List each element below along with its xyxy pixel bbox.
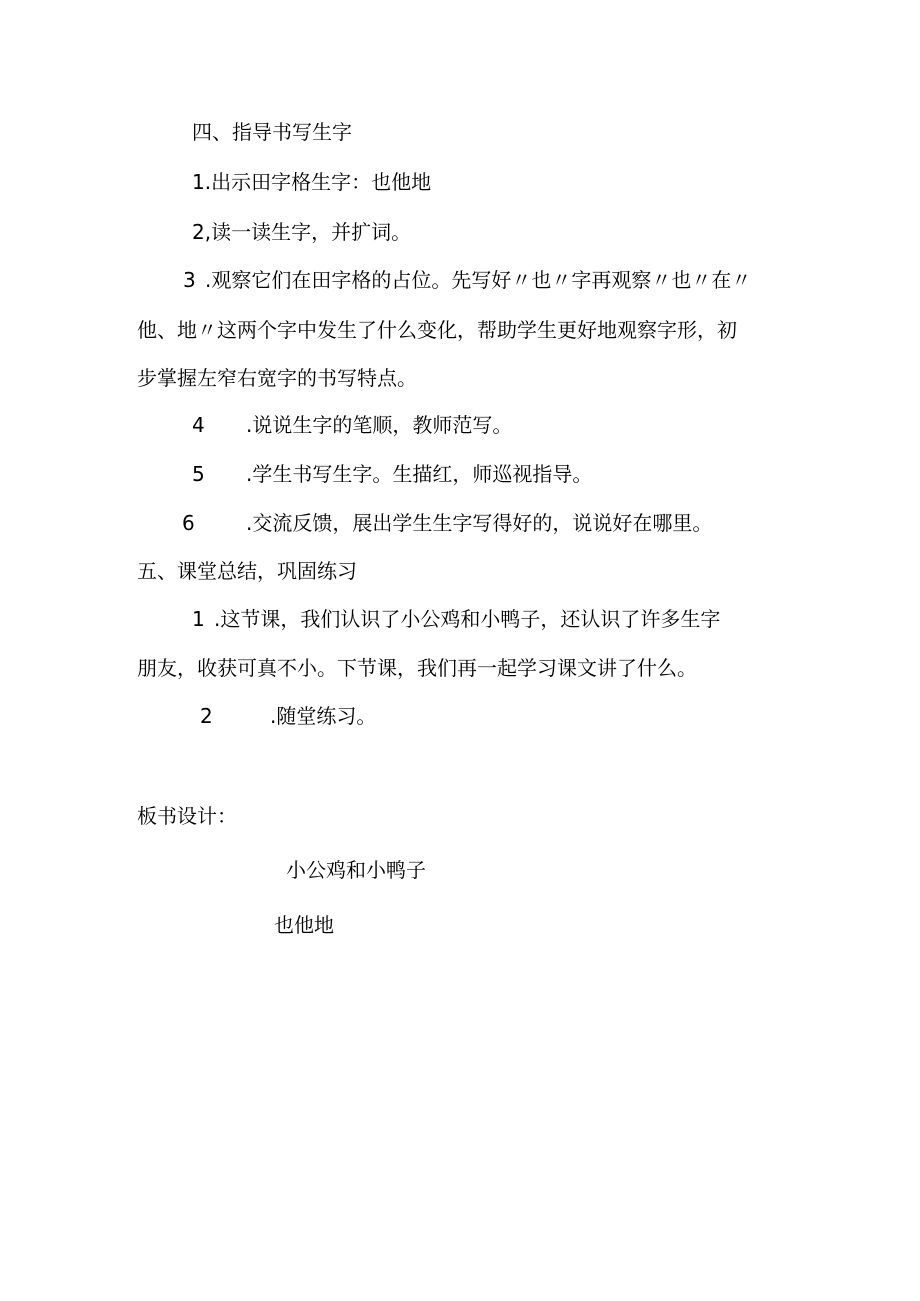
section4-item3-line3: 步掌握左窄右宽字的书写特点。 [137,366,417,390]
board-label: 板书设计： [137,804,237,828]
item-text: .随堂练习。 [270,704,377,728]
item-number: 4 [192,413,205,437]
section4-item3-line2: 他、地〃这两个字中发生了什么变化，帮助学生更好地观察字形，初 [137,318,737,342]
item-number: 2 [200,704,213,728]
item-text: .说说生字的笔顺，教师范写。 [246,413,513,437]
item-text: .观察它们在田字格的占位。先写好〃也〃字再观察〃也〃在〃 [205,268,752,292]
section5-item1-line2: 朋友，收获可真不小。下节课，我们再一起学习课文讲了什么。 [137,656,697,680]
item-text: .这节课，我们认识了小公鸡和小鸭子，还认识了许多生字 [214,607,721,631]
section4-item2: 2,读一读生字，并扩词。 [192,220,412,244]
item-text: .交流反馈，展出学生生字写得好的，说说好在哪里。 [246,511,713,535]
item-number: 1 [192,607,205,631]
item-number: 3 [183,268,196,292]
item-number: 5 [192,462,205,486]
section4-item1: 1.出示田字格生字：也他地 [192,170,432,194]
item-number: 6 [182,511,195,535]
section4-heading: 四、指导书写生字 [192,120,352,144]
item-text: .学生书写生字。生描红，师巡视指导。 [246,462,593,486]
board-title: 小公鸡和小鸭子 [286,858,426,882]
section5-heading: 五、课堂总结，巩固练习 [137,559,357,583]
board-characters: 也他地 [274,913,334,937]
